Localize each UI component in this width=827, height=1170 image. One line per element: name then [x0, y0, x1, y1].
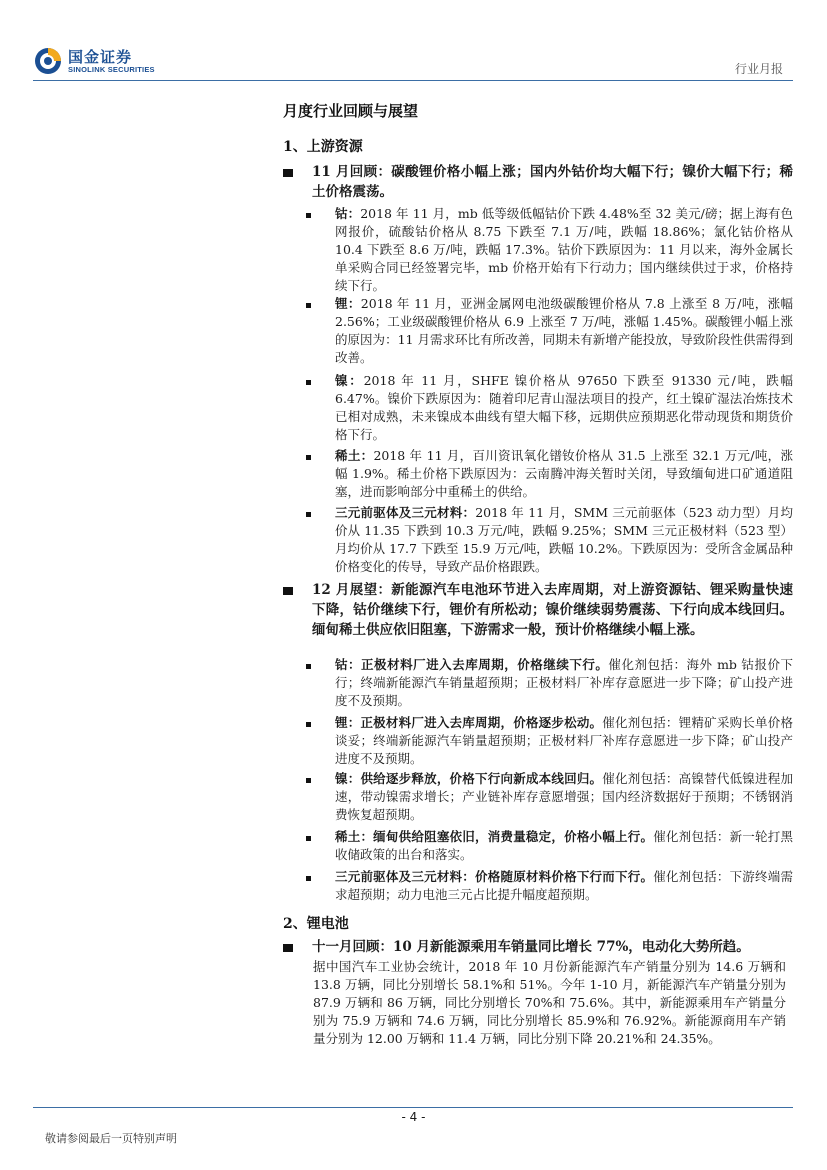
bullet-icon — [306, 380, 311, 385]
section-2-title: 2、锂电池 — [283, 916, 349, 932]
main-title: 月度行业回顾与展望 — [283, 102, 419, 120]
outlook-item-nickel: 镍：供给逐步释放，价格下行向新成本线回归。催化剂包括：高镍替代低镍进程加速，带动镍需求增长；产业链补库存意愿增强；国内经济数据好于预期；不锈钢消费恢复超预期。 — [306, 770, 793, 824]
list-item-nickel: 镍：2018 年 11 月，SHFE 镍价格从 97650 下跌至 91330 元/吨，跌幅 6.47%。镍价下跌原因为：随着印尼青山湿法项目的投产，红土镍矿湿法冶炼技术已相对成熟，未来镍成本曲线有望大幅下移，远期供应预期恶化带动现货和期货价格下行。 — [306, 372, 793, 444]
nov-review-heading: 11 月回顾：碳酸锂价格小幅上涨；国内外钴价均大幅下行；镍价大幅下行；稀土价格震荡。 — [283, 162, 793, 202]
dec-outlook-heading: 12 月展望：新能源汽车电池环节进入去库周期，对上游资源钴、锂采购量快速下降，钴价继续下行，锂价有所松动；镍价继续弱势震荡、下行向成本线回归。缅甸稀土供应依旧阻塞，下游需求一般，预计价格继续小幅上涨。 — [283, 580, 793, 640]
logo-english-name: SINOLINK SECURITIES — [68, 64, 155, 74]
bullet-icon — [306, 213, 311, 218]
logo-chinese-name: 国金证券 — [68, 47, 133, 66]
bullet-square-icon — [283, 944, 293, 952]
bullet-icon — [306, 722, 311, 727]
header-divider — [33, 80, 793, 81]
bullet-icon — [306, 512, 311, 517]
page-number: - 4 - — [401, 1110, 426, 1124]
bullet-icon — [306, 455, 311, 460]
report-type-label: 行业月报 — [734, 62, 783, 76]
outlook-item-cobalt: 钴：正极材料厂进入去库周期，价格继续下行。催化剂包括：海外 mb 钴报价下行；终端新能源汽车销量超预期；正极材料厂补库存意愿进一步下降；矿山投产进度不及预期。 — [306, 656, 793, 710]
bullet-icon — [306, 778, 311, 783]
list-item-cobalt: 钴：2018 年 11 月，mb 低等级低幅钴价下跌 4.48%至 32 美元/磅；据上海有色网报价，硫酸钴价格从 8.75 下跌至 7.1 万/吨，跌幅 18.86%；氯化钴价格从 10.4 下跌至 8.6 万/吨，跌幅 17.3%。钴价下跌原因为：11 月以来，海外金属长单采购合同已经签署完毕，mb 价格开始有下行动力；国内继续供过于求，价格持续下行。 — [306, 205, 793, 295]
outlook-item-lithium: 锂：正极材料厂进入去库周期，价格逐步松动。催化剂包括：锂精矿采购长单价格谈妥；终端新能源汽车销量超预期；正极材料厂补库存意愿进一步下降；矿山投产进度不及预期。 — [306, 714, 793, 768]
bullet-square-icon — [283, 169, 293, 177]
list-item-rare-earth: 稀土：2018 年 11 月，百川资讯氧化镨钕价格从 31.5 上涨至 32.1 万元/吨，涨幅 1.9%。稀土价格下跌原因为：云南腾冲海关暂时关闭，导致缅甸进口矿通道阻塞，进而影响部分中重稀土的供给。 — [306, 447, 793, 501]
bullet-icon — [306, 876, 311, 881]
outlook-item-rare-earth: 稀土：缅甸供给阻塞依旧，消费量稳定，价格小幅上行。催化剂包括：新一轮打黑收储政策的出台和落实。 — [306, 828, 793, 864]
list-item-lithium: 锂：2018 年 11 月，亚洲金属网电池级碳酸锂价格从 7.8 上涨至 8 万/吨，涨幅 2.56%；工业级碳酸锂价格从 6.9 上涨至 7 万/吨，涨幅 1.45%。碳酸锂小幅上涨的原因为：11 月需求环比有所改善，同期未有新增产能投放，导致阶段性供需得到改善。 — [306, 295, 793, 367]
disclaimer-note: 敬请参阅最后一页特别声明 — [45, 1132, 177, 1145]
footer-divider — [33, 1107, 793, 1108]
bullet-square-icon — [283, 587, 293, 595]
logo-icon — [33, 46, 63, 76]
bullet-icon — [306, 836, 311, 841]
bullet-icon — [306, 303, 311, 308]
bullet-icon — [306, 664, 311, 669]
page-header — [33, 38, 793, 80]
outlook-item-ternary: 三元前驱体及三元材料：价格随原材料价格下行而下行。催化剂包括：下游终端需求超预期；动力电池三元占比提升幅度超预期。 — [306, 868, 793, 904]
battery-review-body: 据中国汽车工业协会统计，2018 年 10 月份新能源汽车产销量分别为 14.6 万辆和 13.8 万辆，同比分别增长 58.1%和 51%。今年 1-10 月，新能源汽车产销量分别为 87.9 万辆和 86 万辆，同比分别增长 70%和 75.6%。其中，新能源乘用车产销量分别为 75.9 万辆和 74.6 万辆，同比分别增长 85.9%和 76.92%。新能源商用车产销量分别为 12.00 万辆和 11.4 万辆，同比分别下降 20.21%和 24.35%。 — [313, 959, 786, 1046]
battery-review-heading: 十一月回顾：10 月新能源乘用车销量同比增长 77%，电动化大势所趋。 — [283, 937, 793, 957]
list-item-ternary: 三元前驱体及三元材料：2018 年 11 月，SMM 三元前驱体（523 动力型）月均价从 11.35 下跌到 10.3 万元/吨，跌幅 9.25%；SMM 三元正极材料（523 型）月均价从 17.7 下跌至 15.9 万元/吨，跌幅 10.2%。下跌原因为：受所含金属品种价格变化的传导，导致产品价格跟跌。 — [306, 504, 793, 576]
company-logo — [33, 46, 155, 76]
section-1-title: 1、上游资源 — [283, 139, 363, 155]
